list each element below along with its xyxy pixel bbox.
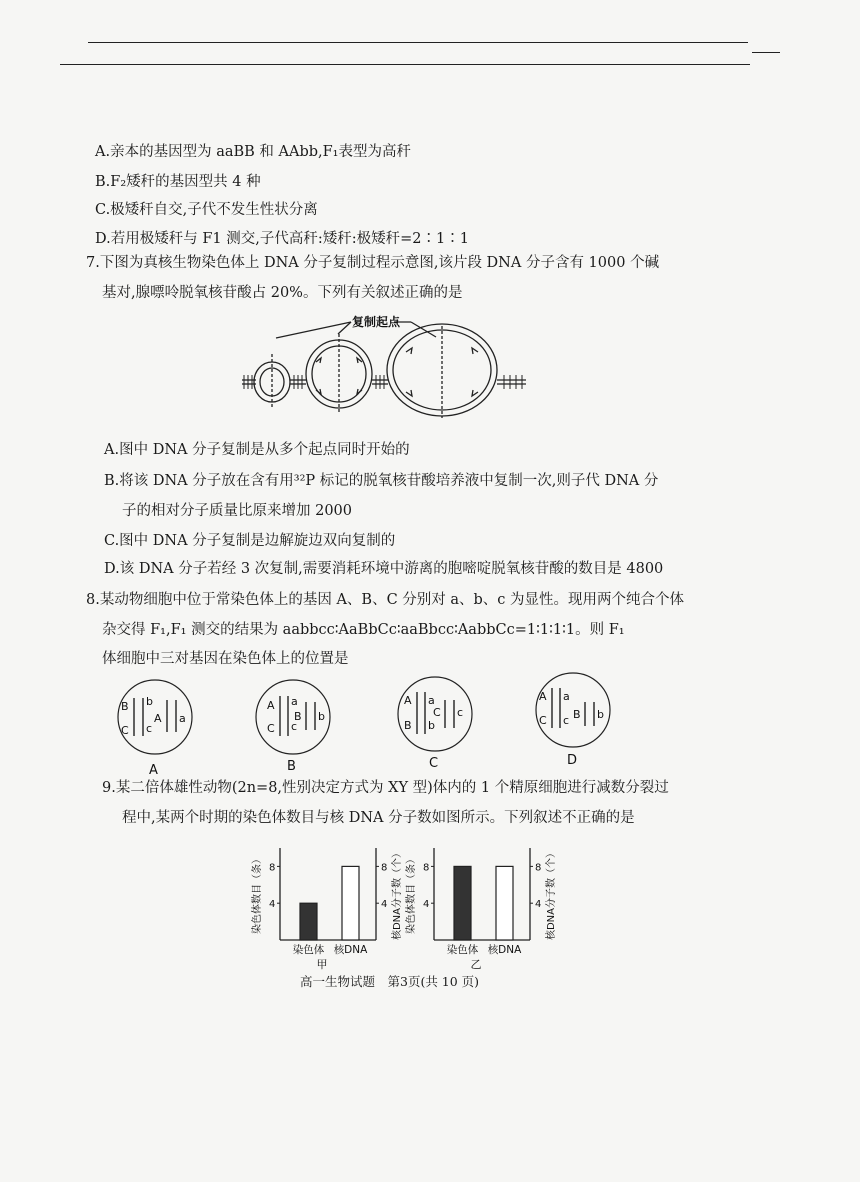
chart-title: 甲 (316, 958, 328, 971)
chart-bar (300, 903, 317, 940)
header-rule-top (88, 42, 748, 43)
chromosome-dna-charts (252, 840, 596, 971)
page-footer: 高一生物试题 第3页(共 10 页) (300, 974, 480, 989)
chart-tick-label: 8 (381, 862, 388, 874)
gene-label: A (154, 712, 162, 725)
gene-label: a (291, 695, 298, 708)
gene-label: B (294, 710, 302, 723)
q8-stem-line1: 8.某动物细胞中位于常染色体上的基因 A、B、C 分别对 a、b、c 为显性。现用两个纯合个体 (86, 592, 685, 608)
gene-label: b (146, 695, 153, 708)
gene-label: A (267, 699, 275, 712)
chart-title: 乙 (470, 958, 482, 971)
q7-option-c: C.图中 DNA 分子复制是边解旋边双向复制的 (104, 533, 396, 549)
gene-label: c (291, 720, 298, 733)
chart-tick-label: 4 (381, 899, 388, 911)
chart-category-label: 核DNA (487, 944, 522, 956)
header-rule-bottom (60, 64, 750, 65)
chart-y2-axis-title: 核DNA分子数（个） (546, 847, 557, 941)
gene-label: B (404, 719, 412, 732)
q6-option-b: B.F₂矮秆的基因型共 4 种 (95, 174, 261, 190)
cell-label-d: D (567, 753, 578, 768)
gene-label: C (267, 722, 275, 735)
q8-stem-line3: 体细胞中三对基因在染色体上的位置是 (102, 651, 349, 667)
dna-replication-diagram (236, 312, 536, 422)
gene-label: c (563, 714, 570, 727)
gene-label: b (318, 710, 325, 723)
chart-tick-label: 8 (535, 862, 542, 874)
q9-stem-line1: 9.某二倍体雄性动物(2n=8,性别决定方式为 XY 型)体内的 1 个精原细胞进行减数分裂过 (102, 780, 669, 796)
chart-y2-axis-title: 核DNA分子数（个） (392, 847, 403, 941)
chart-y-axis-title: 染色体数目（条） (406, 854, 417, 934)
chart-tick-label: 8 (423, 862, 430, 874)
gene-label: b (428, 719, 435, 732)
q6-option-d: D.若用极矮秆与 F1 测交,子代高秆:矮秆:极矮秆=2∶1∶1 (95, 231, 469, 247)
gene-label: C (121, 724, 129, 737)
gene-label: C (539, 714, 547, 727)
gene-label: a (179, 712, 186, 725)
chart-tick-label: 8 (269, 862, 276, 874)
chart-bar (496, 866, 513, 940)
chart-bar (454, 866, 471, 940)
chart-tick-label: 4 (535, 899, 542, 911)
gene-label: c (457, 706, 464, 719)
q7-option-b-line1: B.将该 DNA 分子放在含有用³²P 标记的脱氧核苷酸培养液中复制一次,则子代 DNA 分 (104, 473, 659, 489)
gene-label: C (433, 706, 441, 719)
cell-label-a: A (149, 763, 158, 778)
chart-bar (342, 866, 359, 940)
gene-label: B (121, 700, 129, 713)
gene-label: c (146, 722, 153, 735)
q6-option-c: C.极矮秆自交,子代不发生性状分离 (95, 202, 318, 218)
q7-option-b-line2: 子的相对分子质量比原来增加 2000 (122, 503, 353, 519)
gene-label: B (573, 708, 581, 721)
q8-stem-line2: 杂交得 F₁,F₁ 测交的结果为 aabbcc∶AaBbCc∶aaBbcc∶AabbCc=1∶1∶1∶1。则 F₁ (102, 622, 625, 638)
gene-label: b (597, 708, 604, 721)
chart-tick-label: 4 (423, 899, 430, 911)
gene-label: A (404, 694, 412, 707)
q7-stem-line1: 7.下图为真核生物染色体上 DNA 分子复制过程示意图,该片段 DNA 分子含有 1000 个碱 (86, 255, 660, 271)
gene-label: a (563, 690, 570, 703)
q7-option-d: D.该 DNA 分子若经 3 次复制,需要消耗环境中游离的胞嘧啶脱氧核苷酸的数目是 4800 (104, 561, 664, 577)
q7-stem-line2: 基对,腺嘌呤脱氧核苷酸占 20%。下列有关叙述正确的是 (102, 285, 463, 301)
chart-category-label: 染色体 (446, 944, 479, 956)
q7-option-a: A.图中 DNA 分子复制是从多个起点同时开始的 (104, 442, 410, 458)
header-rule-right (752, 52, 780, 53)
chart-y-axis-title: 染色体数目（条） (252, 854, 263, 934)
chart-tick-label: 4 (269, 899, 276, 911)
cell-label-b: B (287, 759, 296, 774)
chart-category-label: 核DNA (333, 944, 368, 956)
q9-stem-line2: 程中,某两个时期的染色体数目与核 DNA 分子数如图所示。下列叙述不正确的是 (122, 810, 635, 826)
cell-diagrams (110, 672, 710, 782)
chart-category-label: 染色体 (292, 944, 325, 956)
replication-origin-label: 复制起点 (352, 315, 401, 329)
gene-label: A (539, 690, 547, 703)
q6-option-a: A.亲本的基因型为 aaBB 和 AAbb,F₁表型为高秆 (95, 144, 411, 160)
gene-label: a (428, 694, 435, 707)
cell-label-c: C (429, 756, 439, 771)
